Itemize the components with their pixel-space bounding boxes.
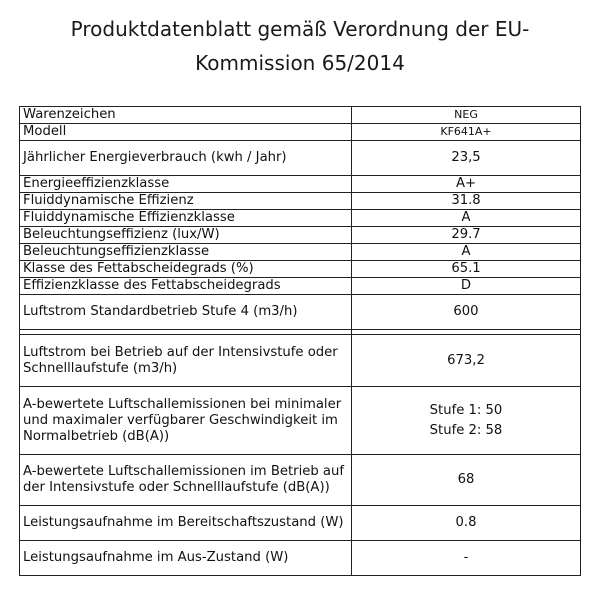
row-label: Fluiddynamische Effizienzklasse (20, 210, 352, 227)
row-value: D (352, 278, 581, 295)
row-value: A (352, 210, 581, 227)
table-row (20, 227, 581, 244)
table-row (20, 261, 581, 278)
table-row (20, 107, 581, 124)
row-value: 68 (352, 455, 581, 506)
table-row (20, 541, 581, 576)
row-value: 31.8 (352, 193, 581, 210)
table-row (20, 193, 581, 210)
row-value: 29.7 (352, 227, 581, 244)
row-label: Energieeffizienzklasse (20, 176, 352, 193)
table-row (20, 244, 581, 261)
row-value: A+ (352, 176, 581, 193)
title-line-1: Produktdatenblatt gemäß Verordnung der EU- (70, 17, 530, 41)
table-row (20, 210, 581, 227)
table-row (20, 278, 581, 295)
table-row (20, 295, 581, 330)
row-label: Klasse des Fettabscheidegrads (%) (20, 261, 352, 278)
row-label: Fluiddynamische Effizienz (20, 193, 352, 210)
row-value: NEG (352, 107, 581, 124)
row-value: KF641A+ (352, 124, 581, 141)
row-label: Beleuchtungseffizienzklasse (20, 244, 352, 261)
page-title (0, 12, 600, 80)
row-value: 600 (352, 295, 581, 330)
row-value: - (352, 541, 581, 576)
row-value: 65.1 (352, 261, 581, 278)
title-line-2: Kommission 65/2014 (195, 51, 405, 75)
row-value: 673,2 (352, 335, 581, 387)
row-label: Luftstrom Standardbetrieb Stufe 4 (m3/h) (20, 295, 352, 330)
row-label: Leistungsaufnahme im Bereitschaftszustand (W) (20, 506, 352, 541)
table-row (20, 176, 581, 193)
table-row (20, 506, 581, 541)
row-label: Jährlicher Energieverbrauch (kwh / Jahr) (20, 141, 352, 176)
row-label: Warenzeichen (20, 107, 352, 124)
row-value (352, 387, 581, 455)
row-label: Beleuchtungseffizienz (lux/W) (20, 227, 352, 244)
row-label: Leistungsaufnahme im Aus-Zustand (W) (20, 541, 352, 576)
value-line-2: Stufe 2: 58 (429, 422, 503, 438)
row-label: A-bewertete Luftschallemissionen bei minimaler und maximaler verfügbarer Geschwindigkeit im Normalbetrieb (dB(A)) (20, 387, 352, 455)
value-line-1: Stufe 1: 50 (429, 402, 503, 418)
row-value: 0.8 (352, 506, 581, 541)
row-label: Luftstrom bei Betrieb auf der Intensivstufe oder Schnelllaufstufe (m3/h) (20, 335, 352, 387)
table-row (20, 455, 581, 506)
product-data-table (19, 106, 581, 576)
table-row (20, 387, 581, 455)
row-label: Effizienzklasse des Fettabscheidegrads (20, 278, 352, 295)
table-row (20, 141, 581, 176)
row-label: Modell (20, 124, 352, 141)
row-value: 23,5 (352, 141, 581, 176)
table-row (20, 124, 581, 141)
table-row (20, 335, 581, 387)
row-label: A-bewertete Luftschallemissionen im Betrieb auf der Intensivstufe oder Schnelllaufstufe (dB(A)) (20, 455, 352, 506)
row-value: A (352, 244, 581, 261)
